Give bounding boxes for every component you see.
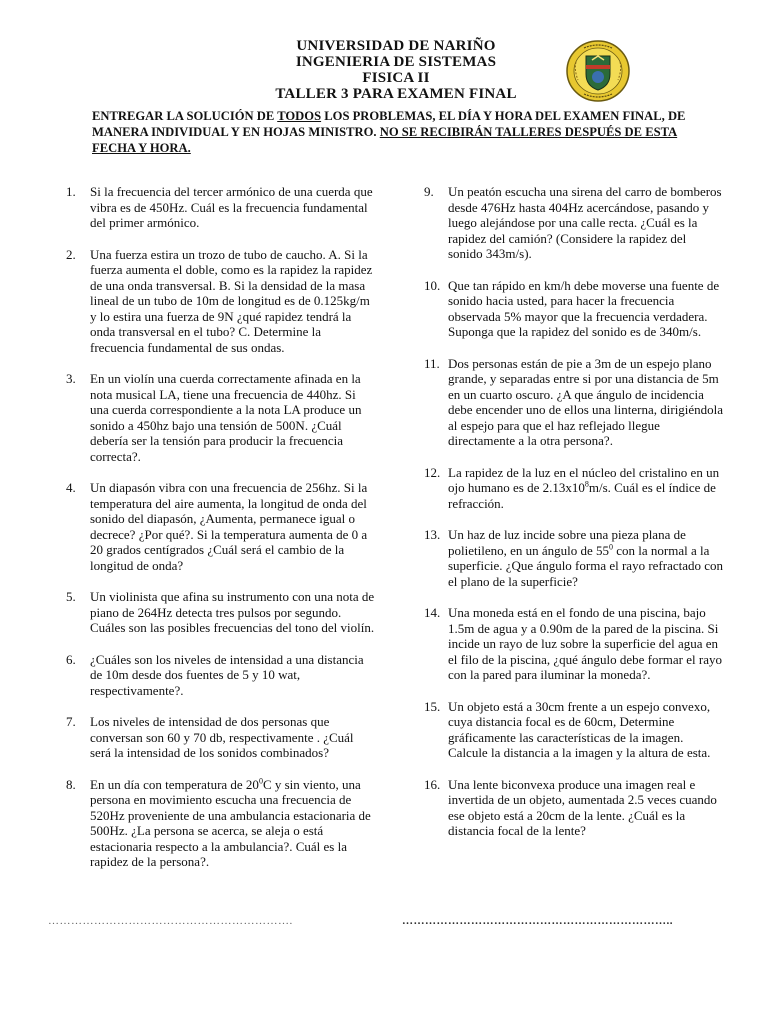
question-text: Una moneda está en el fondo de una piscina, bajo 1.5m de agua y a 0.90m de la pared de la piscina. Si incide un rayo de luz sobre la superficie del agua en el filo de la piscina, ¿qué ángulo debe formar el rayo con la pared para iluminar la moneda?. — [448, 605, 722, 682]
question-8 — [66, 777, 376, 870]
question-number: 5. — [66, 589, 76, 604]
question-9 — [424, 184, 724, 262]
question-number: 13. — [424, 527, 441, 542]
question-7 — [66, 714, 376, 761]
document-title: TALLER 3 PARA EXAMEN FINAL — [275, 86, 517, 102]
instructions-part3: LOS PROBLEMAS, EL DÍA Y HORA DEL EXAMEN FINAL, DE MANERA INDIVIDUAL Y EN HOJAS MINISTRO. — [92, 109, 686, 139]
instructions-deadline-warning: NO SE RECIBIRÁN TALLERES DESPUÉS DE ESTA FECHA Y HORA. — [92, 125, 678, 155]
superscript: 0 — [609, 542, 614, 552]
question-number: 16. — [424, 776, 441, 792]
question-number: 15. — [424, 698, 441, 714]
question-15 — [424, 699, 724, 761]
question-text — [448, 527, 724, 589]
question-text-part: m/s. Cuál es el índice de refracción. — [448, 480, 716, 511]
signature-line-right: …………………………………………………………….. — [402, 915, 673, 927]
question-4 — [66, 480, 376, 573]
question-5 — [66, 589, 376, 636]
question-text: Los niveles de intensidad de dos personas que conversan son 60 y 70 db, respectivamente . ¿Cuál será la intensidad de los sonidos combinados? — [90, 714, 354, 760]
question-number: 12. — [424, 464, 441, 480]
question-text: En un violín una cuerda correctamente afinada en la nota musical LA, tiene una frecuencia de 440hz. Si una cuerda correspondiente a la nota LA produce un sonido a 450hz bajo una tensión de 500N. ¿Cuál debería ser la tensión para producir la frecuencia correcta?. — [90, 371, 362, 464]
question-number: 1. — [66, 184, 76, 199]
question-text: Si la frecuencia del tercer armónico de una cuerda que vibra es de 450Hz. Cuál es la frecuencia fundamental del primer armónico. — [90, 184, 373, 230]
university-seal-icon — [566, 40, 630, 102]
question-number: 10. — [424, 277, 441, 293]
document-header — [0, 38, 768, 102]
program-name: INGENIERIA DE SISTEMAS — [295, 54, 497, 70]
question-text: Una lente biconvexa produce una imagen real e invertida de un objeto, aumentada 2.5 veces cuando ese objeto está a 20cm de la lente. ¿Cuál es la distancia focal de la lente? — [448, 776, 717, 838]
question-10 — [424, 278, 724, 340]
question-text: Que tan rápido en km/h debe moverse una fuente de sonido hacia usted, para hacer la frecuencia observada 5% mayor que la frecuencia verdadera. Suponga que la rapidez del sonido es de 340m/s. — [448, 277, 720, 339]
question-text-part: En un día con temperatura de 20 — [90, 776, 259, 792]
question-number: 3. — [66, 371, 76, 386]
question-text — [448, 465, 724, 512]
signature-line-left: ………………………………………………………. — [48, 915, 293, 927]
question-text: Un diapasón vibra con una frecuencia de 256hz. Si la temperatura del aire aumenta, la longitud de onda del sonido del diapasón, ¿Aumenta, permanece igual o decrece? ¿Por qué?. Si la temperatura aumenta de 0 a 20 grados centígrados ¿Cuál será el cambio de la longitud de onda? — [90, 480, 368, 573]
question-number: 2. — [66, 246, 76, 262]
question-text: Un peatón escucha una sirena del carro de bomberos desde 476Hz hasta 404Hz acercándose, pasando y luego alejándose por una calle recta. ¿Cuál es la rapidez del camión? (Considere la rapidez del sonido 343m/s). — [448, 184, 722, 261]
question-text-part: C y sin viento, una persona en movimiento escucha una frecuencia de 520Hz proveniente de una ambulancia estacionaria de 500Hz. ¿La persona se acerca, se aleja o está estacionaria respecto a la ambulancia?. Cuál es la rapidez de la persona?. — [90, 776, 371, 869]
superscript: 0 — [258, 776, 263, 786]
questions-left-column — [66, 184, 376, 870]
question-text-part: La rapidez de la luz en el núcleo del cristalino en un ojo humano es de 2.13x10 — [448, 464, 720, 495]
instructions-todos: TODOS — [277, 109, 322, 123]
question-number: 4. — [66, 480, 76, 495]
question-number: 9. — [424, 184, 434, 199]
question-3 — [66, 371, 376, 464]
questions-right-column — [424, 184, 724, 839]
question-number: 6. — [66, 651, 76, 667]
question-13 — [424, 527, 724, 589]
question-text-part: Un haz de luz incide sobre una pieza plana de polietileno, en un ángulo de 55 — [448, 527, 686, 558]
question-text: Un objeto está a 30cm frente a un espejo convexo, cuya distancia focal es de 60cm, Determine gráficamente las características de la imagen. Calcule la distancia a la imagen y la altura de esta. — [448, 698, 711, 760]
question-number: 7. — [66, 714, 76, 729]
question-number: 14. — [424, 605, 441, 620]
university-name: UNIVERSIDAD DE NARIÑO — [296, 38, 496, 54]
question-number: 8. — [66, 776, 76, 792]
question-text: Un violinista que afina su instrumento con una nota de piano de 264Hz detecta tres pulsos por segundo. Cuáles son las posibles frecuencias del tono del violín. — [90, 589, 375, 635]
question-12 — [424, 465, 724, 512]
instructions-paragraph — [92, 108, 692, 156]
question-16 — [424, 777, 724, 839]
question-text: ¿Cuáles son los niveles de intensidad a una distancia de 10m desde dos fuentes de 5 y 10 wat, respectivamente?. — [90, 651, 364, 698]
question-6 — [66, 652, 376, 699]
question-text: Una fuerza estira un trozo de tubo de caucho. A. Si la fuerza aumenta el doble, como es la rapidez la rapidez de una onda transversal. B. Si la densidad de la masa lineal de un tubo de 10m de longitud es de 0.125kg/m y lo estira una fuerza de 9N ¿qué rapidez tendrá la onda transversal en el tubo? C. Determine la frecuencia fundamental de sus ondas. — [90, 246, 373, 355]
question-number: 11. — [424, 355, 440, 371]
superscript: 8 — [584, 479, 589, 489]
question-text: Dos personas están de pie a 3m de un espejo plano grande, y separadas entre si por una distancia de 5m en un cuarto oscuro. ¿A que ángulo de incidencia debe encender uno de ellos una linterna, dirigiéndola al espejo para que el haz reflejado llegue directamente a la otra persona?. — [448, 355, 724, 448]
question-2 — [66, 247, 376, 356]
question-text — [90, 777, 376, 870]
question-text-part: con la normal a la superficie. ¿Que ángulo forma el rayo refractado con el plano de la superficie? — [448, 542, 724, 589]
question-14 — [424, 605, 724, 683]
question-1 — [66, 184, 376, 231]
instructions-part1: ENTREGAR LA SOLUCIÓN DE — [92, 109, 278, 123]
question-11 — [424, 356, 724, 449]
course-name: FISICA II — [362, 70, 430, 86]
